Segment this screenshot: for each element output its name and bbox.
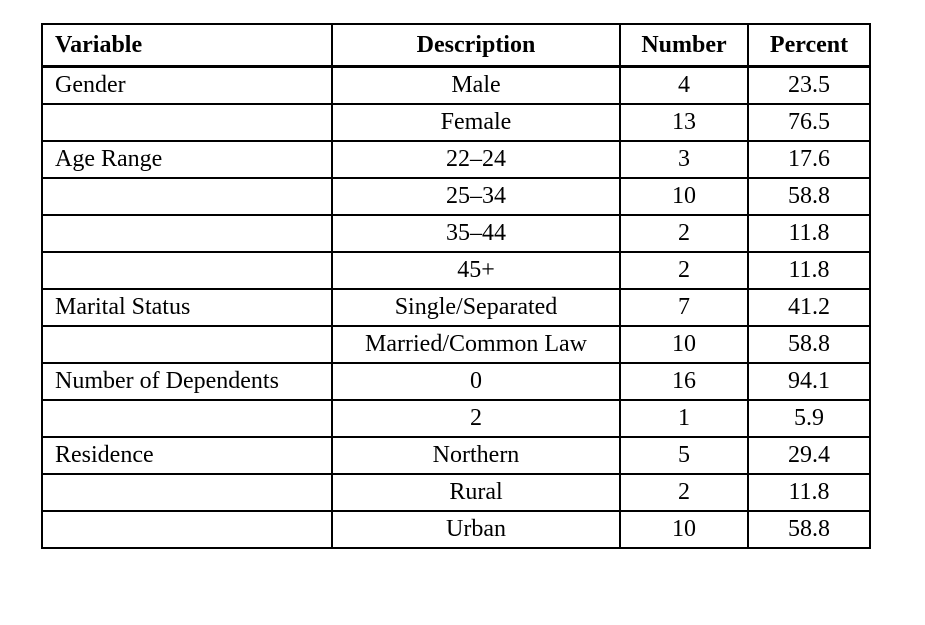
table-row (42, 326, 870, 363)
variable-cell (42, 326, 332, 363)
percent-cell: 58.8 (748, 178, 870, 215)
table-row (42, 215, 870, 252)
table-row (42, 178, 870, 215)
table-body (42, 67, 870, 549)
table-row (42, 474, 870, 511)
description-cell: Urban (332, 511, 620, 548)
variable-cell: Number of Dependents (42, 363, 332, 400)
percent-cell: 23.5 (748, 67, 870, 105)
variable-cell (42, 252, 332, 289)
number-cell: 10 (620, 326, 748, 363)
variable-cell (42, 400, 332, 437)
percent-cell: 11.8 (748, 215, 870, 252)
variable-cell (42, 104, 332, 141)
variable-cell (42, 215, 332, 252)
header-row (42, 24, 870, 67)
table-row (42, 363, 870, 400)
table-row (42, 400, 870, 437)
percent-cell: 11.8 (748, 252, 870, 289)
percent-cell: 76.5 (748, 104, 870, 141)
variable-cell (42, 511, 332, 548)
table-header (42, 24, 870, 67)
table-row (42, 289, 870, 326)
description-cell: 0 (332, 363, 620, 400)
number-cell: 2 (620, 215, 748, 252)
number-cell: 10 (620, 178, 748, 215)
percent-cell: 17.6 (748, 141, 870, 178)
description-cell: Married/Common Law (332, 326, 620, 363)
table-row (42, 511, 870, 548)
number-cell: 13 (620, 104, 748, 141)
variable-cell: Gender (42, 67, 332, 105)
number-cell: 4 (620, 67, 748, 105)
percent-cell: 29.4 (748, 437, 870, 474)
description-cell: Rural (332, 474, 620, 511)
number-cell: 2 (620, 252, 748, 289)
description-cell: 35–44 (332, 215, 620, 252)
variable-cell (42, 474, 332, 511)
description-cell: 2 (332, 400, 620, 437)
table-row (42, 141, 870, 178)
header-variable: Variable (42, 24, 332, 67)
table-row (42, 104, 870, 141)
header-description: Description (332, 24, 620, 67)
variable-cell: Age Range (42, 141, 332, 178)
description-cell: Male (332, 67, 620, 105)
number-cell: 1 (620, 400, 748, 437)
number-cell: 2 (620, 474, 748, 511)
description-cell: Single/Separated (332, 289, 620, 326)
table-row (42, 437, 870, 474)
description-cell: 25–34 (332, 178, 620, 215)
percent-cell: 41.2 (748, 289, 870, 326)
number-cell: 5 (620, 437, 748, 474)
percent-cell: 11.8 (748, 474, 870, 511)
variable-cell (42, 178, 332, 215)
number-cell: 10 (620, 511, 748, 548)
description-cell: 22–24 (332, 141, 620, 178)
percent-cell: 58.8 (748, 511, 870, 548)
table-row (42, 67, 870, 105)
number-cell: 16 (620, 363, 748, 400)
header-percent: Percent (748, 24, 870, 67)
description-cell: Female (332, 104, 620, 141)
variable-cell: Residence (42, 437, 332, 474)
variable-cell: Marital Status (42, 289, 332, 326)
description-cell: 45+ (332, 252, 620, 289)
number-cell: 7 (620, 289, 748, 326)
demographics-table (41, 23, 871, 549)
header-number: Number (620, 24, 748, 67)
percent-cell: 58.8 (748, 326, 870, 363)
percent-cell: 94.1 (748, 363, 870, 400)
percent-cell: 5.9 (748, 400, 870, 437)
table-row (42, 252, 870, 289)
description-cell: Northern (332, 437, 620, 474)
number-cell: 3 (620, 141, 748, 178)
